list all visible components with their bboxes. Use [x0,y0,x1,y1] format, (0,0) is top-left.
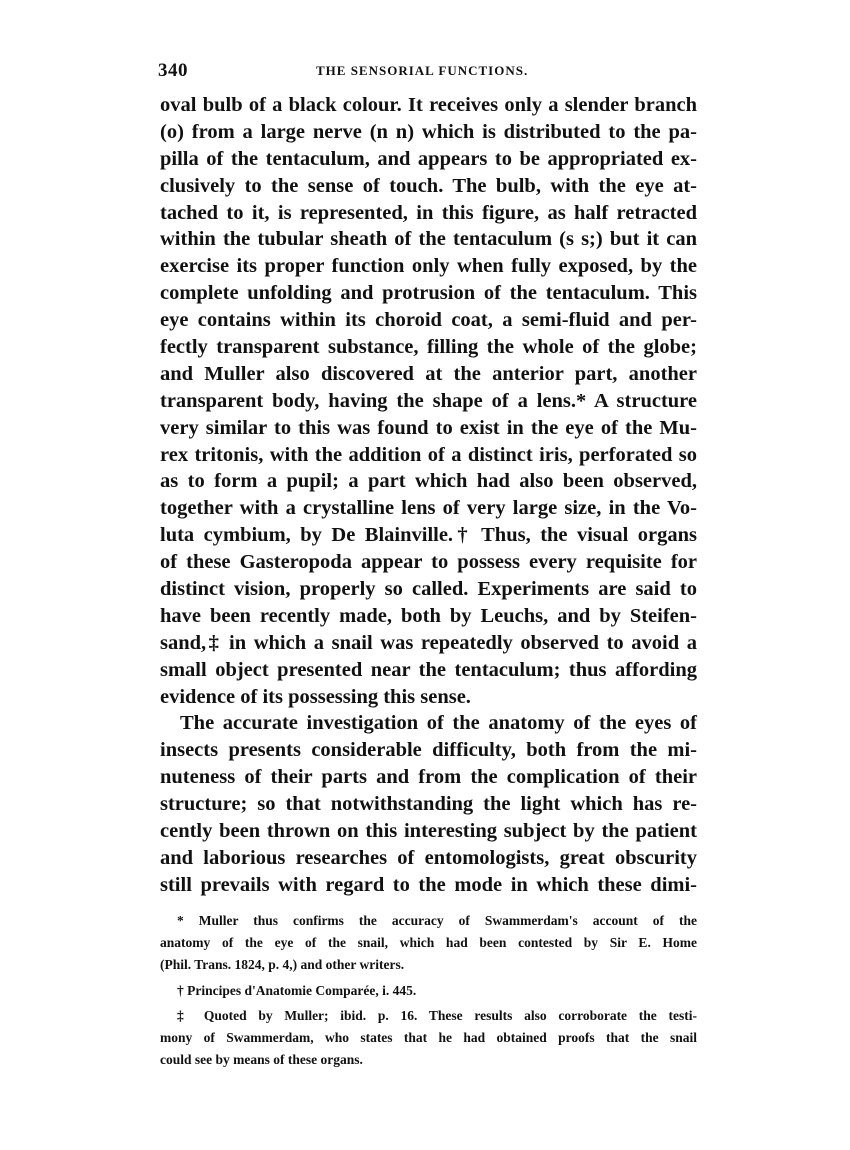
text-line: fectly transparent substance, filling the whole of the globe; [160,336,697,359]
text-line: small object presented near the tentaculum; thus affording [160,658,697,681]
running-title: THE SENSORIAL FUNCTIONS. [316,63,529,78]
text-line: cently been thrown on this interesting subject by the patient [160,820,697,843]
text-line: complete unfolding and protrusion of the tentaculum. This [160,282,697,305]
text-line: and Muller also discovered at the anterior part, another [160,362,697,385]
footnotes [160,910,697,1071]
text-line: pilla of the tentaculum, and appears to be appropriated ex- [160,147,697,170]
text-line: insects presents considerable difficulty, both from the mi- [160,739,697,762]
footnote-2 [160,980,697,1002]
text-line: rex tritonis, with the addition of a distinct iris, perforated so [160,443,697,466]
text-line: transparent body, having the shape of a lens.* A structure [160,389,697,412]
text-line: still prevails with regard to the mode in which these dimi- [160,873,697,896]
text-line: clusively to the sense of touch. The bulb, with the eye at- [160,174,697,197]
footnote-3 [160,1005,697,1072]
text-line: and laborious researches of entomologists, great obscurity [160,846,697,869]
text-line: (o) from a large nerve (n n) which is distributed to the pa- [160,120,697,143]
footnote-line: mony of Swammerdam, who states that he had obtained proofs that the snail [160,1029,697,1045]
text-line: sand,‡ in which a snail was repeatedly observed to avoid a [160,631,697,654]
footnote-line: anatomy of the eye of the snail, which had been contested by Sir E. Home [160,935,697,951]
footnote-line: † Principes d'Anatomie Comparée, i. 445. [177,982,417,998]
text-line: distinct vision, properly so called. Experiments are said to [160,578,697,601]
footnote-line: (Phil. Trans. 1824, p. 4,) and other writers. [160,957,405,973]
text-line: as to form a pupil; a part which had also been observed, [160,470,697,493]
body-text [160,92,697,899]
footnote-line: could see by means of these organs. [160,1052,363,1068]
footnote-1 [160,910,697,977]
text-line: tached to it, is represented, in this figure, as half retracted [160,201,697,224]
text-line: structure; so that notwithstanding the light which has re- [160,793,697,816]
paragraph-start-line: The accurate investigation of the anatomy of the eyes of [180,712,697,735]
footnote-line: * Muller thus confirms the accuracy of Swammerdam's account of the [177,913,697,928]
running-head [158,60,698,84]
text-line: have been recently made, both by Leuchs, and by Steifen- [160,604,697,627]
text-line: together with a crystalline lens of very large size, in the Vo- [160,497,697,520]
text-line: oval bulb of a black colour. It receives only a slender branch [160,94,697,116]
text-line: of these Gasteropoda appear to possess every requisite for [160,551,697,574]
text-line: within the tubular sheath of the tentaculum (s s;) but it can [160,228,697,251]
footnote-line: ‡ Quoted by Muller; ibid. p. 16. These results also corroborate the testi- [177,1007,697,1023]
text-line: very similar to this was found to exist in the eye of the Mu- [160,416,697,439]
text-line: nuteness of their parts and from the complication of their [160,766,697,789]
paragraph-end-line: evidence of its possessing this sense. [160,685,471,708]
page-number: 340 [158,60,188,81]
text-line: eye contains within its choroid coat, a semi-fluid and per- [160,309,697,332]
text-line: exercise its proper function only when fully exposed, by the [160,255,697,278]
text-line: luta cymbium, by De Blainville.† Thus, the visual organs [160,524,697,547]
